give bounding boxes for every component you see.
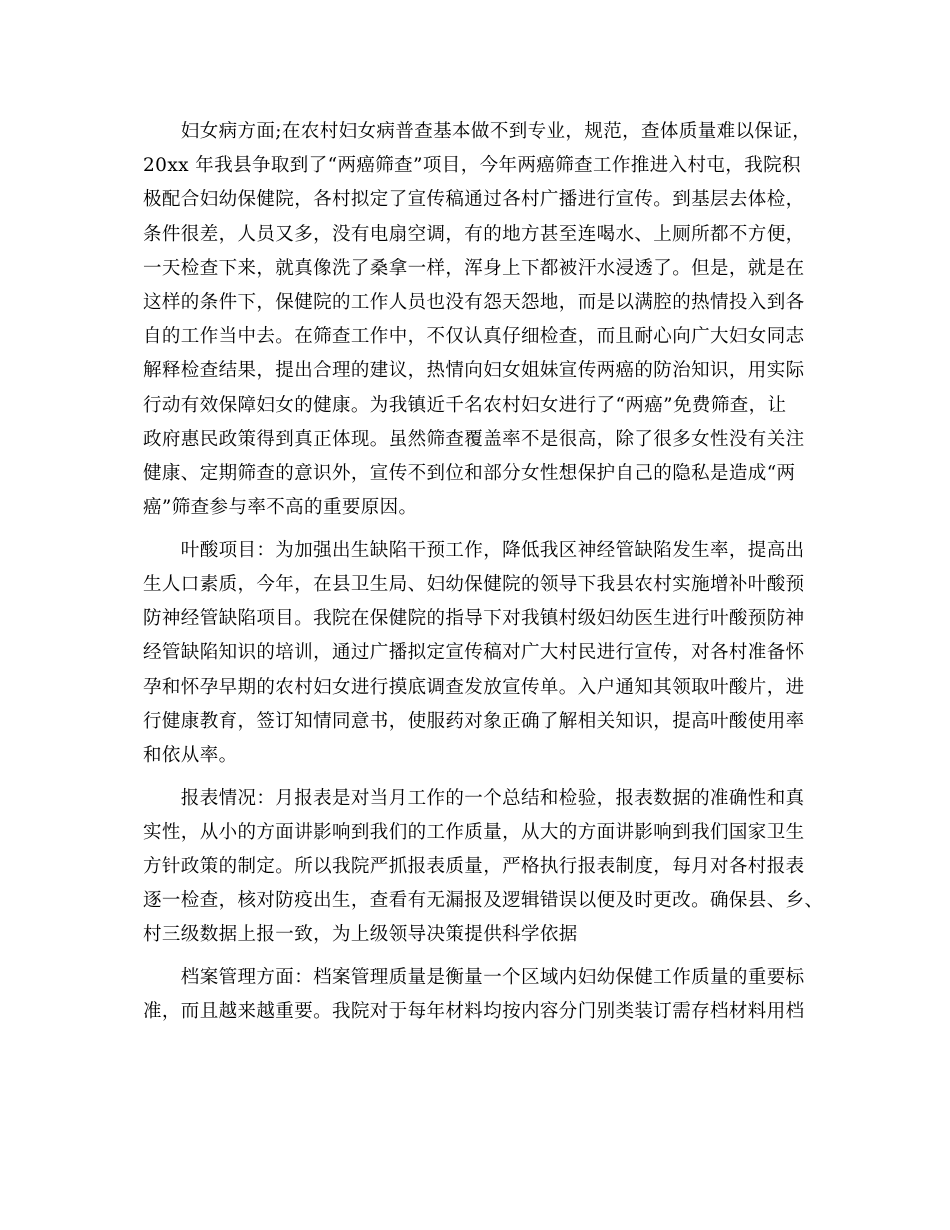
text-line: 村三级数据上报一致，为上级领导决策提供科学依据 bbox=[143, 924, 578, 946]
text-line: 这样的条件下，保健院的工作人员也没有怨天怨地，而是以满腔的热情投入到各 bbox=[143, 291, 805, 313]
paragraph-spacing bbox=[143, 525, 823, 534]
text-line: 档案管理方面：档案管理质量是衡量一个区域内妇幼保健工作质量的重要标 bbox=[143, 967, 805, 988]
text-line: 20xx 年我县争取到了“两癌筛查”项目，今年两癌筛查工作推进入村屯，我院积 bbox=[143, 155, 801, 177]
text-line: 极配合妇幼保健院，各村拟定了宣传稿通过各村广播进行宣传。到基层去体检， bbox=[143, 189, 805, 211]
text-line: 准，而且越来越重要。我院对于每年材料均按内容分门别类装订需存档材料用档 bbox=[143, 1001, 805, 1023]
text-line: 行动有效保障妇女的健康。为我镇近千名农村妇女进行了“两癌”免费筛查，让 bbox=[143, 394, 787, 416]
text-line: 自的工作当中去。在筛查工作中，不仅认真仔细检查，而且耐心向广大妇女同志 bbox=[143, 326, 805, 348]
text-line: 癌”筛查参与率不高的重要原因。 bbox=[143, 497, 418, 519]
paragraph-spacing bbox=[143, 773, 823, 782]
text-line: 实性，从小的方面讲影响到我们的工作质量，从大的方面讲影响到我们国家卫生 bbox=[143, 821, 805, 843]
paragraph-spacing bbox=[143, 953, 823, 962]
paragraph-folic-acid bbox=[143, 534, 823, 773]
text-line: 行健康教育，签订知情同意书，使服药对象正确了解相关知识，提高叶酸使用率 bbox=[143, 710, 805, 732]
document-body bbox=[143, 115, 823, 1029]
text-line: 经管缺陷知识的培训，通过广播拟定宣传稿对广大村民进行宣传，对各村准备怀 bbox=[143, 642, 805, 664]
paragraph-reports bbox=[143, 782, 823, 953]
text-line: 政府惠民政策得到真正体现。虽然筛查覆盖率不是很高，除了很多女性没有关注 bbox=[143, 428, 805, 450]
text-line: 逐一检查，核对防疫出生，查看有无漏报及逻辑错误以便及时更改。确保县、乡、 bbox=[143, 890, 824, 912]
text-line: 健康、定期筛查的意识外，宣传不到位和部分女性想保护自己的隐私是造成“两 bbox=[143, 462, 796, 484]
text-line: 叶酸项目：为加强出生缺陷干预工作，降低我区神经管缺陷发生率，提高出 bbox=[143, 539, 805, 561]
paragraph-gynecology bbox=[143, 115, 823, 525]
text-line: 一天检查下来，就真像洗了桑拿一样，浑身上下都被汗水浸透了。但是，就是在 bbox=[143, 257, 805, 279]
text-line: 和依从率。 bbox=[143, 744, 238, 766]
text-line: 防神经管缺陷项目。我院在保健院的指导下对我镇村级妇幼医生进行叶酸预防神 bbox=[143, 608, 805, 630]
text-line: 妇女病方面;在农村妇女病普查基本做不到专业，规范，查体质量难以保证， bbox=[143, 121, 812, 142]
text-line: 条件很差，人员又多，没有电扇空调，有的地方甚至连喝水、上厕所都不方便， bbox=[143, 223, 805, 245]
text-line: 孕和怀孕早期的农村妇女进行摸底调查发放宣传单。入户通知其领取叶酸片，进 bbox=[143, 676, 805, 698]
text-line: 报表情况：月报表是对当月工作的一个总结和检验，报表数据的准确性和真 bbox=[143, 787, 805, 809]
text-line: 生人口素质，今年，在县卫生局、妇幼保健院的领导下我县农村实施增补叶酸预 bbox=[143, 573, 805, 595]
text-line: 方针政策的制定。所以我院严抓报表质量，严格执行报表制度，每月对各村报表 bbox=[143, 855, 805, 877]
text-line: 解释检查结果，提出合理的建议，热情向妇女姐妹宣传两癌的防治知识，用实际 bbox=[143, 360, 805, 382]
paragraph-archives bbox=[143, 961, 823, 1029]
